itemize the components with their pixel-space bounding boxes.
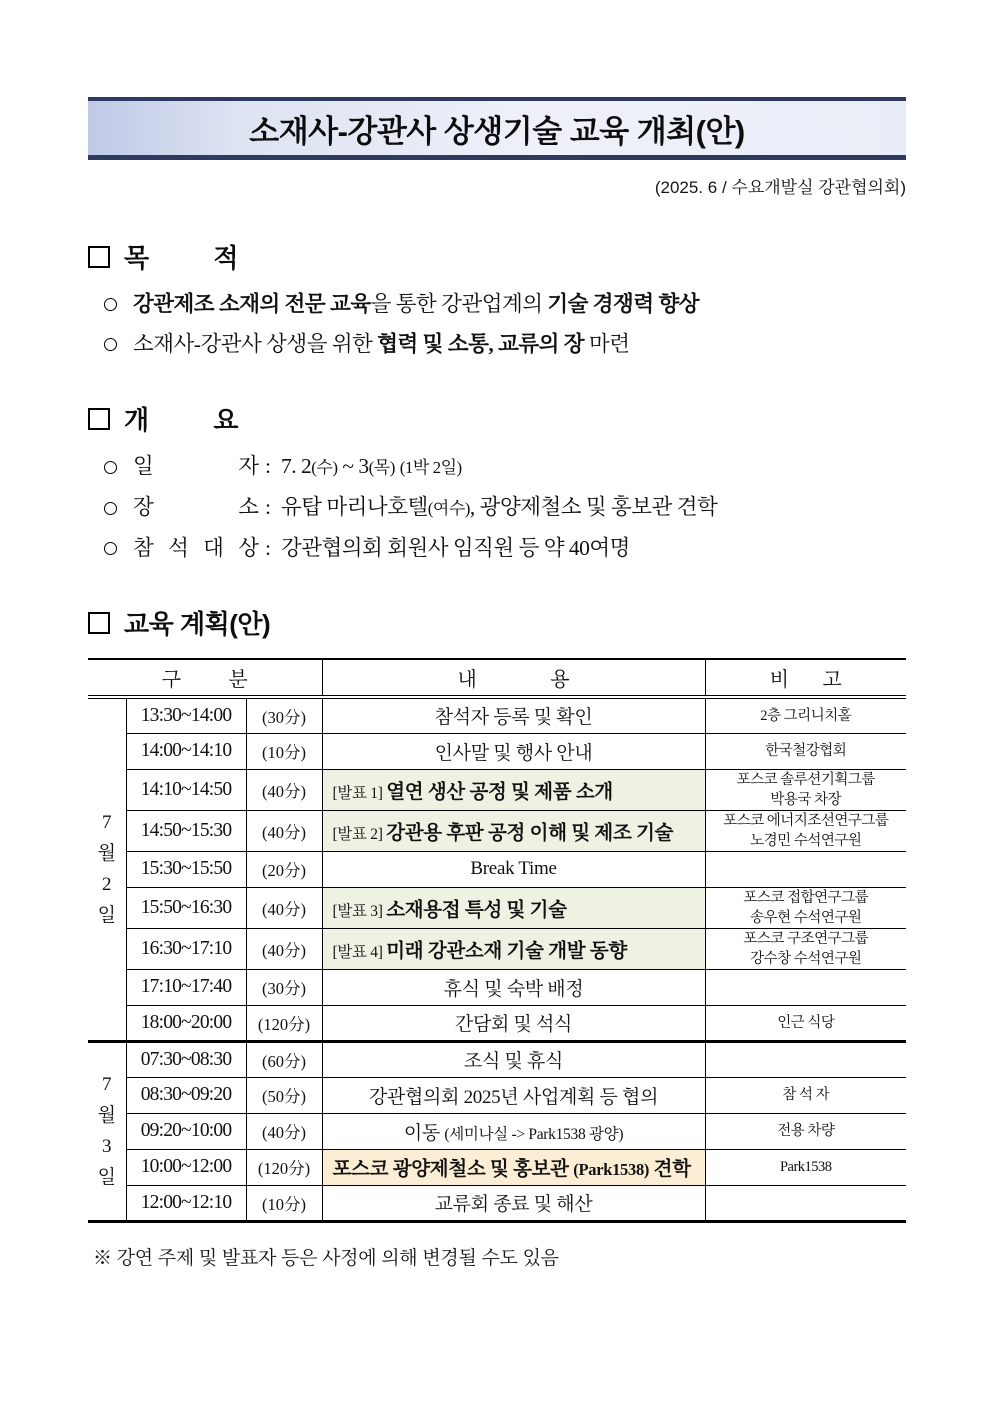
content-cell xyxy=(322,1185,705,1221)
header-label-note xyxy=(770,663,842,692)
note-line: 포스코 접합연구그룹 xyxy=(743,889,869,906)
purpose-bullet-list xyxy=(88,289,906,360)
header-label-content xyxy=(458,663,570,692)
day-label-cell xyxy=(88,1041,126,1221)
document-title: 소재사-강관사 상생기술 교육 개최(안) xyxy=(249,113,745,149)
label-char: 석 xyxy=(168,536,189,560)
schedule-row xyxy=(88,1149,906,1185)
note-cell xyxy=(705,969,906,1005)
text-segment: 강관협의회 2025년 사업계획 등 협의 xyxy=(368,1086,659,1108)
schedule-row xyxy=(88,1041,906,1077)
note-cell xyxy=(705,697,906,733)
content-cell xyxy=(322,810,705,851)
overview-item-value xyxy=(281,451,462,483)
schedule-row xyxy=(88,697,906,733)
label-char: 구 xyxy=(161,669,182,691)
schedule-table-header xyxy=(88,659,906,697)
text-segment: 조식 및 휴식 xyxy=(463,1051,564,1072)
square-marker-icon xyxy=(88,612,110,634)
section-heading-plan xyxy=(88,604,906,641)
note-cell xyxy=(705,1113,906,1149)
schedule-row xyxy=(88,928,906,969)
note-cell xyxy=(705,769,906,810)
time-cell: 09:20~10:00 xyxy=(126,1113,246,1149)
label-char: 상 xyxy=(238,536,259,560)
document-content xyxy=(88,97,906,1270)
section-title-plan: 교육 계획(안) xyxy=(124,609,271,639)
overview-item-value xyxy=(281,492,717,524)
text-segment: 소재사-강관사 상생을 위한 xyxy=(133,332,378,356)
section-heading-purpose xyxy=(88,238,906,275)
schedule-row xyxy=(88,969,906,1005)
content-cell xyxy=(322,1077,705,1113)
label-char: 비 xyxy=(769,669,790,691)
day-label-char: 7 xyxy=(102,812,112,834)
duration-cell: (120分) xyxy=(246,1005,322,1041)
overview-item-list xyxy=(88,451,906,564)
note-line: 포스코 구조연구그룹 xyxy=(743,930,869,947)
note-line: 박용국 차장 xyxy=(770,791,842,808)
text-segment: 강관협의회 회원사 임직원 등 약 40여명 xyxy=(280,536,630,560)
day-label-char: 7 xyxy=(102,1074,112,1095)
text-segment: 을 통한 강관업계의 xyxy=(370,292,548,316)
header-cell-gubun xyxy=(88,659,322,697)
text-segment: 기술 경쟁력 향상 xyxy=(547,292,700,316)
note-cell xyxy=(705,810,906,851)
content-cell xyxy=(322,1005,705,1041)
schedule-table xyxy=(88,658,906,1223)
duration-cell: (40分) xyxy=(246,887,322,928)
schedule-row xyxy=(88,810,906,851)
overview-item-colon: : xyxy=(265,495,271,519)
schedule-row xyxy=(88,733,906,769)
text-segment: , 광양제철소 및 홍보관 견학 xyxy=(469,495,718,519)
text-segment: 인사말 및 행사 안내 xyxy=(434,742,593,764)
text-segment: 미래 강관소재 기술 개발 동향 xyxy=(386,940,627,962)
overview-item xyxy=(104,451,906,483)
day-label-cell xyxy=(88,697,126,1041)
text-segment: 7. 2 xyxy=(280,454,312,478)
day-label-char: 월 xyxy=(97,1105,116,1126)
label-char: 목 xyxy=(124,243,149,273)
overview-item-colon: : xyxy=(265,454,271,478)
day-label-char: 2 xyxy=(102,874,112,896)
content-cell xyxy=(322,1149,705,1185)
duration-cell: (30分) xyxy=(246,969,322,1005)
label-char: 내 xyxy=(457,669,477,691)
text-segment: 강관제조 소재의 전문 교육 xyxy=(133,292,371,316)
text-segment: 마련 xyxy=(584,332,630,356)
label-char: 고 xyxy=(822,669,842,691)
purpose-bullet-text xyxy=(133,289,699,320)
time-cell: 15:30~15:50 xyxy=(126,851,246,887)
text-segment: (여수) xyxy=(427,499,470,518)
text-segment: [발표 3] xyxy=(332,902,387,920)
text-segment: Break Time xyxy=(470,858,557,879)
note-line: 한국철강협회 xyxy=(765,743,847,759)
text-segment: 협력 및 소통, 교류의 장 xyxy=(377,332,585,356)
note-cell xyxy=(705,887,906,928)
time-cell: 18:00~20:00 xyxy=(126,1005,246,1041)
note-line: 노경민 수석연구원 xyxy=(750,832,862,849)
schedule-row xyxy=(88,1005,906,1041)
schedule-row xyxy=(88,887,906,928)
note-cell xyxy=(705,1149,906,1185)
content-cell xyxy=(322,851,705,887)
schedule-day-group xyxy=(88,1041,906,1221)
section-title-overview xyxy=(124,400,238,437)
title-banner xyxy=(88,97,906,160)
time-cell: 10:00~12:00 xyxy=(126,1149,246,1185)
duration-cell: (120分) xyxy=(246,1149,322,1185)
note-line: 강수창 수석연구원 xyxy=(750,950,862,967)
content-cell xyxy=(322,969,705,1005)
text-segment: (수) xyxy=(311,458,338,477)
day-label-char: 일 xyxy=(97,905,116,927)
text-segment: 소재용접 특성 및 기술 xyxy=(386,899,567,921)
header-label-gubun xyxy=(162,663,248,692)
square-marker-icon xyxy=(88,408,110,430)
square-marker-icon xyxy=(88,246,110,268)
section-title-purpose xyxy=(124,238,238,275)
label-char: 요 xyxy=(213,405,238,435)
text-segment: 포스코 광양제철소 및 홍보관 xyxy=(332,1159,574,1180)
note-cell xyxy=(705,1005,906,1041)
note-cell xyxy=(705,1077,906,1113)
overview-item-label xyxy=(133,533,259,564)
overview-item xyxy=(104,492,906,524)
time-cell: 14:10~14:50 xyxy=(126,769,246,810)
time-cell: 07:30~08:30 xyxy=(126,1041,246,1077)
schedule-day-group xyxy=(88,697,906,1041)
note-cell xyxy=(705,928,906,969)
label-char: 자 xyxy=(238,454,259,478)
time-cell: 14:50~15:30 xyxy=(126,810,246,851)
duration-cell: (10分) xyxy=(246,733,322,769)
duration-cell: (40分) xyxy=(246,769,322,810)
duration-cell: (10分) xyxy=(246,1185,322,1221)
day-label-char: 3 xyxy=(102,1136,112,1157)
overview-item xyxy=(104,533,906,564)
time-cell: 12:00~12:10 xyxy=(126,1185,246,1221)
schedule-row xyxy=(88,1185,906,1221)
time-cell: 13:30~14:00 xyxy=(126,697,246,733)
day-label-char: 일 xyxy=(97,1167,116,1188)
purpose-bullet xyxy=(104,329,906,360)
content-cell xyxy=(322,733,705,769)
note-line: 포스코 솔루션기획그룹 xyxy=(736,771,875,788)
label-char: 개 xyxy=(124,405,149,435)
text-segment: (목) xyxy=(368,458,395,477)
label-char: 소 xyxy=(238,495,259,519)
duration-cell: (40分) xyxy=(246,810,322,851)
text-segment: 이동 xyxy=(403,1122,445,1144)
text-segment: 견학 xyxy=(649,1159,691,1180)
text-segment: ~ 3 xyxy=(337,454,369,478)
duration-cell: (40分) xyxy=(246,1113,322,1149)
text-segment: [발표 4] xyxy=(332,943,387,961)
text-segment: 강관용 후판 공정 이해 및 제조 기술 xyxy=(386,822,674,844)
overview-item-label xyxy=(133,492,259,523)
time-cell: 15:50~16:30 xyxy=(126,887,246,928)
note-line: 전용 차량 xyxy=(777,1123,835,1139)
label-char: 일 xyxy=(133,454,154,478)
text-segment: [발표 1] xyxy=(332,784,387,802)
label-char: 참 xyxy=(133,536,154,560)
text-segment: [발표 2] xyxy=(332,825,387,843)
content-cell xyxy=(322,1113,705,1149)
label-char: 장 xyxy=(133,495,154,519)
text-segment: 참석자 등록 및 확인 xyxy=(434,707,593,729)
text-segment: 열연 생산 공정 및 제품 소개 xyxy=(386,781,613,803)
schedule-row xyxy=(88,769,906,810)
duration-cell: (30分) xyxy=(246,697,322,733)
schedule-row xyxy=(88,1077,906,1113)
note-cell xyxy=(705,851,906,887)
overview-item-colon: : xyxy=(265,536,271,560)
note-line: Park1538 xyxy=(779,1159,832,1175)
day-label-char: 월 xyxy=(97,843,116,865)
label-char: 분 xyxy=(228,669,248,691)
time-cell: 14:00~14:10 xyxy=(126,733,246,769)
time-cell: 16:30~17:10 xyxy=(126,928,246,969)
note-line: 송우현 수석연구원 xyxy=(750,909,862,926)
duration-cell: (50分) xyxy=(246,1077,322,1113)
text-segment: (1박 2일) xyxy=(399,458,462,477)
content-cell xyxy=(322,697,705,733)
text-segment: (Park1538) xyxy=(573,1160,650,1179)
duration-cell: (60分) xyxy=(246,1041,322,1077)
label-char: 적 xyxy=(213,243,238,273)
note-line: 인근 식당 xyxy=(777,1014,835,1031)
footnote: ※ 강연 주제 및 발표자 등은 사정에 의해 변경될 수도 있음 xyxy=(93,1247,559,1269)
byline: (2025. 6 / 수요개발실 강관협의회) xyxy=(654,178,906,197)
circle-bullet-icon xyxy=(104,542,117,555)
label-char: 용 xyxy=(550,669,570,691)
note-cell xyxy=(705,733,906,769)
note-line: 2층 그리니치홀 xyxy=(760,707,852,724)
section-heading-overview xyxy=(88,400,906,437)
purpose-bullet xyxy=(104,289,906,320)
note-cell xyxy=(705,1185,906,1221)
duration-cell: (40分) xyxy=(246,928,322,969)
schedule-row xyxy=(88,851,906,887)
text-segment: (세미나실 -> Park1538 광양) xyxy=(444,1125,624,1143)
circle-bullet-icon xyxy=(104,502,117,515)
header-cell-note xyxy=(705,659,906,697)
overview-item-value xyxy=(281,533,630,564)
schedule-row xyxy=(88,1113,906,1149)
time-cell: 17:10~17:40 xyxy=(126,969,246,1005)
note-cell xyxy=(705,1041,906,1077)
text-segment: 휴식 및 숙박 배정 xyxy=(443,978,584,1000)
note-line: 포스코 에너지조선연구그룹 xyxy=(723,812,889,829)
circle-bullet-icon xyxy=(104,338,117,351)
header-cell-content xyxy=(322,659,705,697)
overview-item-label xyxy=(133,451,259,482)
content-cell xyxy=(322,887,705,928)
note-line: 참 석 자 xyxy=(782,1087,830,1103)
content-cell xyxy=(322,928,705,969)
duration-cell: (20分) xyxy=(246,851,322,887)
text-segment: 교류회 종료 및 해산 xyxy=(434,1194,593,1215)
text-segment: 유탑 마리나호텔 xyxy=(280,495,428,519)
circle-bullet-icon xyxy=(104,298,117,311)
content-cell xyxy=(322,1041,705,1077)
label-char: 대 xyxy=(203,536,224,560)
circle-bullet-icon xyxy=(104,461,117,474)
time-cell: 08:30~09:20 xyxy=(126,1077,246,1113)
text-segment: 간담회 및 석식 xyxy=(454,1014,573,1035)
purpose-bullet-text xyxy=(133,329,629,360)
content-cell xyxy=(322,769,705,810)
